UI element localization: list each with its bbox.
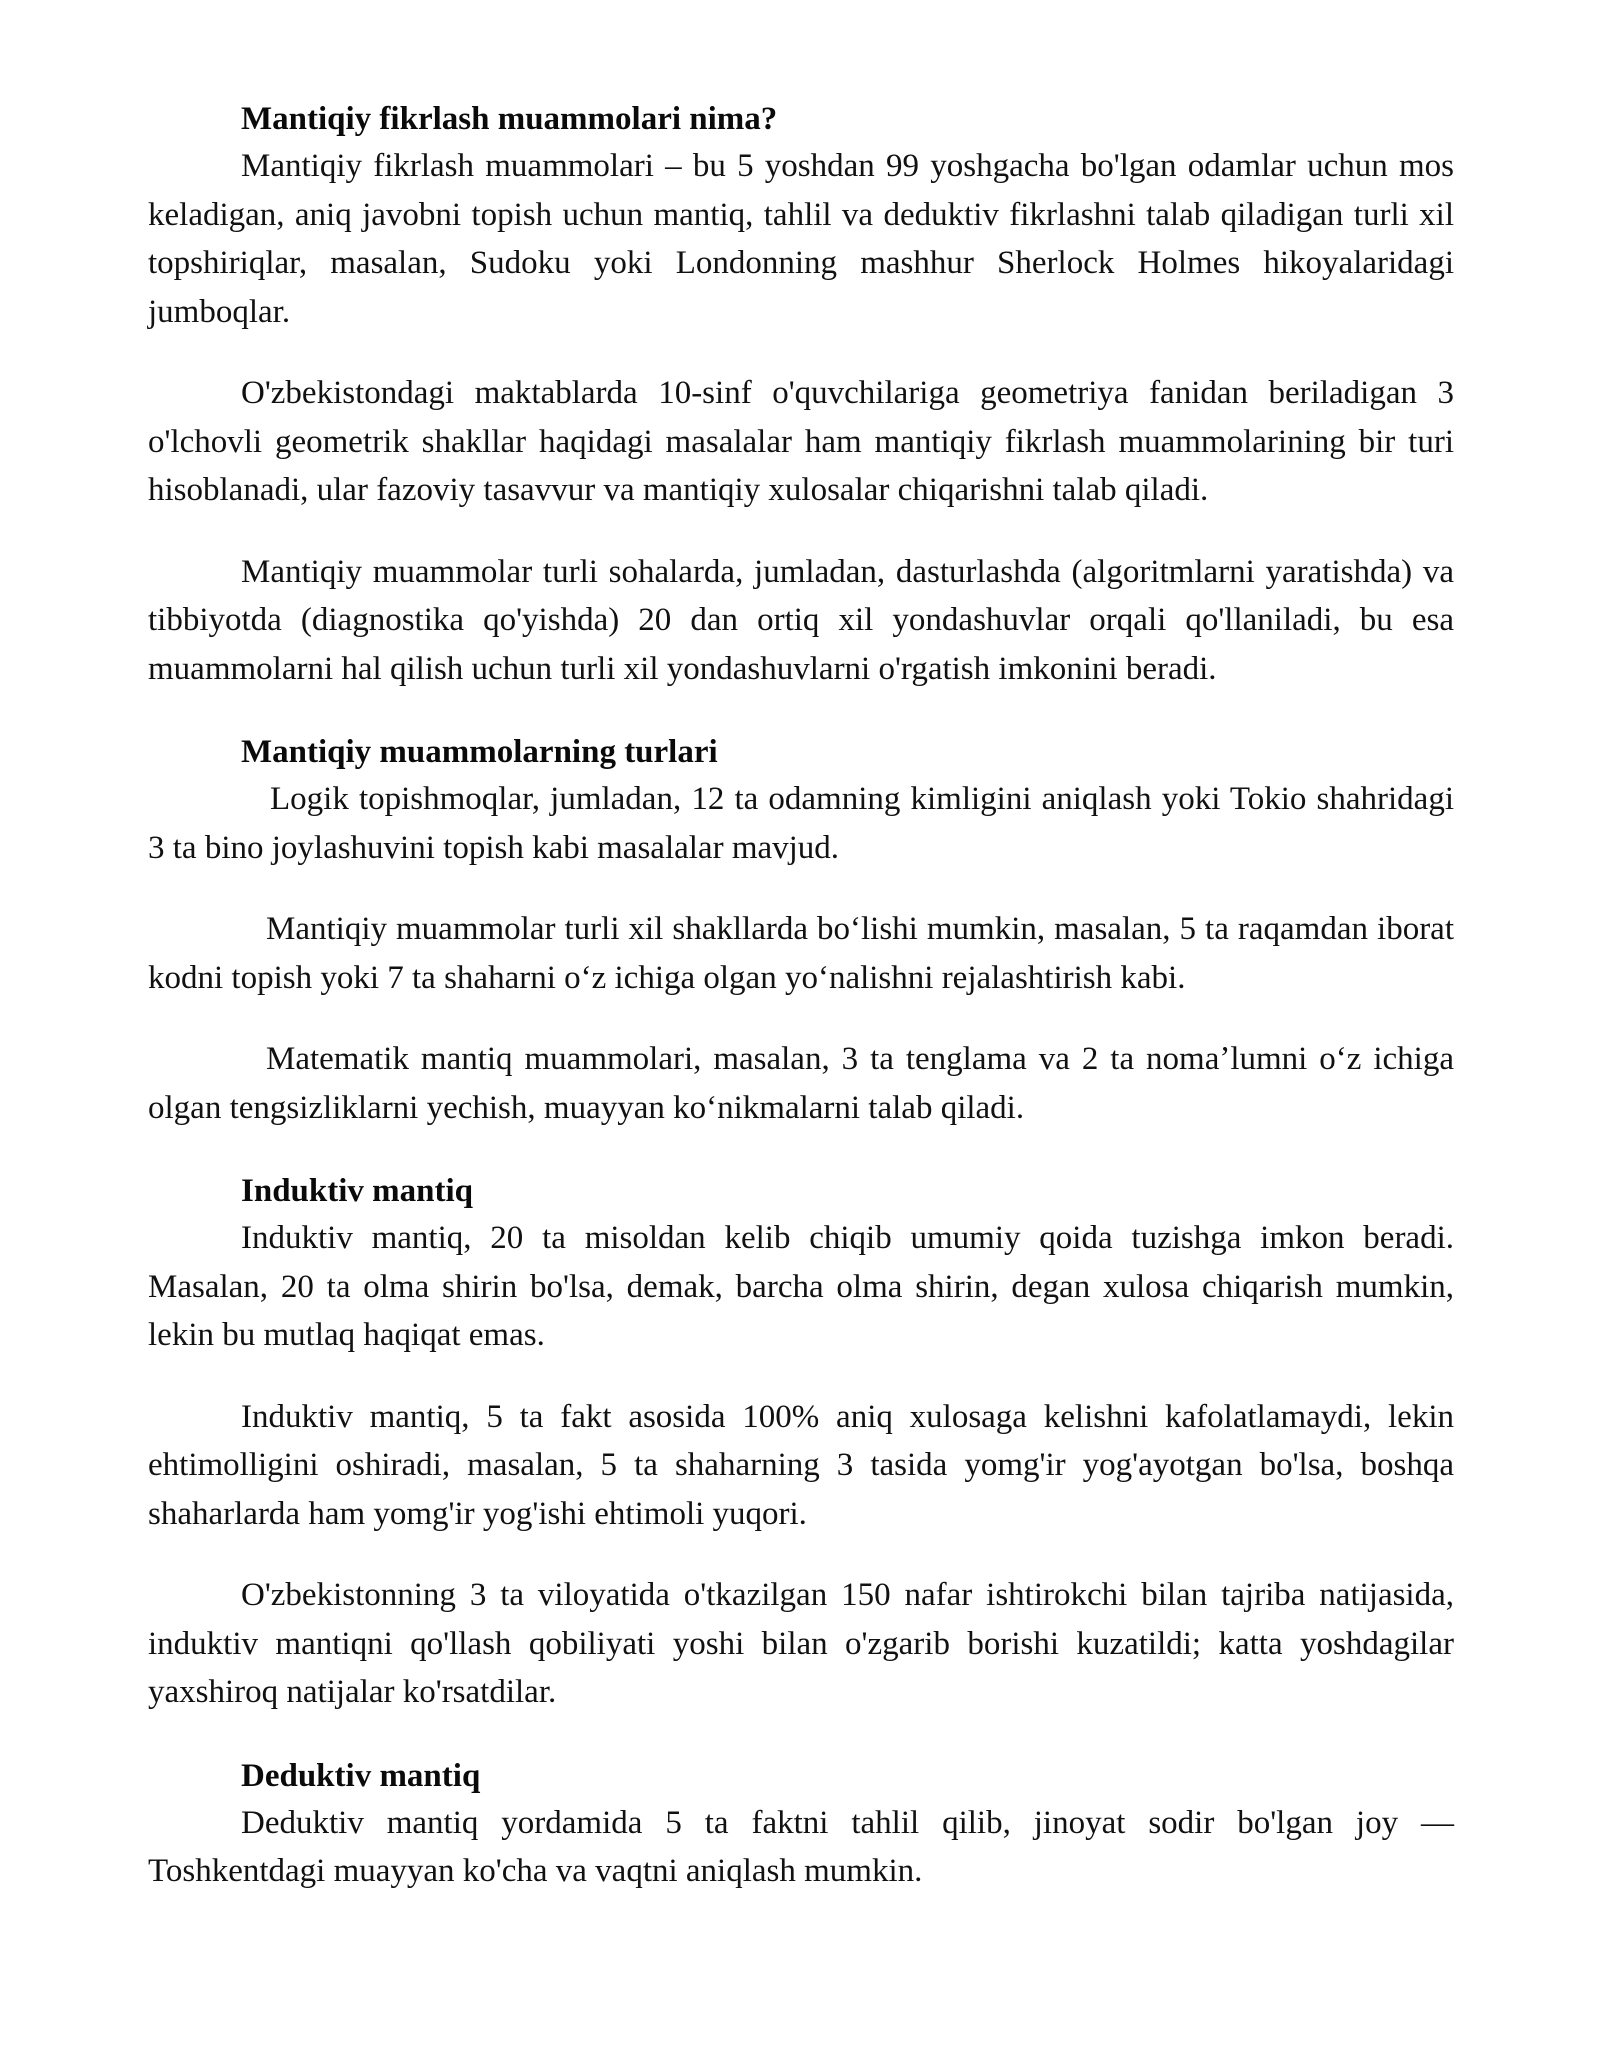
paragraph: O'zbekistondagi maktablarda 10-sinf o'quvchilariga geometriya fanidan beriladigan 3 o'lchovli geometrik shakllar haqidagi masalalar ham mantiqiy fikrlash muammolarining bir turi hisoblanadi, ular fazoviy tasavvur va mantiqiy xulosalar chiqarishni talab qiladi. [148, 375, 1454, 508]
paragraph: Induktiv mantiq, 20 ta misoldan kelib chiqib umumiy qoida tuzishga imkon beradi. Masalan, 20 ta olma shirin bo'lsa, demak, barcha olma shirin, degan xulosa chiqarish mumkin, lekin bu mutlaq haqiqat emas. [148, 1220, 1454, 1353]
paragraph: Mantiqiy fikrlash muammolari – bu 5 yoshdan 99 yoshgacha bo'lgan odamlar uchun mos keladigan, aniq javobni topish uchun mantiq, tahlil va deduktiv fikrlashni talab qiladigan turli xil topshiriqlar, masalan, Sudoku yoki Londonning mashhur Sherlock Holmes hikoyalaridagi jumboqlar. [148, 148, 1454, 330]
paragraph: Logik topishmoqlar, jumladan, 12 ta odamning kimligini aniqlash yoki Tokio shahridagi 3 ta bino joylashuvini topish kabi masalalar mavjud. [148, 781, 1454, 866]
section-induktiv-mantiq [148, 1168, 1454, 1717]
paragraph: Matematik mantiq muammolari, masalan, 3 ta tenglama va 2 ta nomaʼlumni oʻz ichiga olgan tengsizliklarni yechish, muayyan koʻnikmalarni talab qiladi. [148, 1041, 1454, 1126]
section-heading: Mantiqiy muammolarning turlari [241, 734, 718, 770]
paragraph: O'zbekistonning 3 ta viloyatida o'tkazilgan 150 nafar ishtirokchi bilan tajriba natijasida, induktiv mantiqni qo'llash qobiliyati yoshi bilan o'zgarib borishi kuzatildi; katta yoshdagilar yaxshiroq natijalar ko'rsatdilar. [148, 1577, 1454, 1710]
section-heading: Mantiqiy fikrlash muammolari nima? [241, 101, 778, 137]
section-deduktiv-mantiq [148, 1753, 1454, 1896]
paragraph: Deduktiv mantiq yordamida 5 ta faktni tahlil qilib, jinoyat sodir bo'lgan joy — Toshkentdagi muayyan ko'cha va vaqtni aniqlash mumkin. [148, 1804, 1454, 1889]
document-body [148, 96, 1454, 1896]
section-muammolar-turlari [148, 729, 1454, 1132]
section-heading: Induktiv mantiq [241, 1173, 474, 1209]
paragraph: Mantiqiy muammolar turli xil shakllarda boʻlishi mumkin, masalan, 5 ta raqamdan iborat kodni topish yoki 7 ta shaharni oʻz ichiga olgan yoʻnalishni rejalashtirish kabi. [148, 911, 1454, 996]
section-heading: Deduktiv mantiq [241, 1757, 481, 1794]
paragraph: Induktiv mantiq, 5 ta fakt asosida 100% aniq xulosaga kelishni kafolatlamaydi, lekin ehtimolligini oshiradi, masalan, 5 ta shaharning 3 tasida yomg'ir yog'ayotgan bo'lsa, boshqa shaharlarda ham yomg'ir yog'ishi ehtimoli yuqori. [148, 1398, 1454, 1532]
paragraph: Mantiqiy muammolar turli sohalarda, jumladan, dasturlashda (algoritmlarni yaratishda) va tibbiyotda (diagnostika qo'yishda) 20 dan ortiq xil yondashuvlar orqali qo'llaniladi, bu esa muammolarni hal qilish uchun turli xil yondashuvlarni o'rgatish imkonini beradi. [148, 553, 1454, 687]
section-mantiqiy-fikrlash [148, 96, 1454, 693]
